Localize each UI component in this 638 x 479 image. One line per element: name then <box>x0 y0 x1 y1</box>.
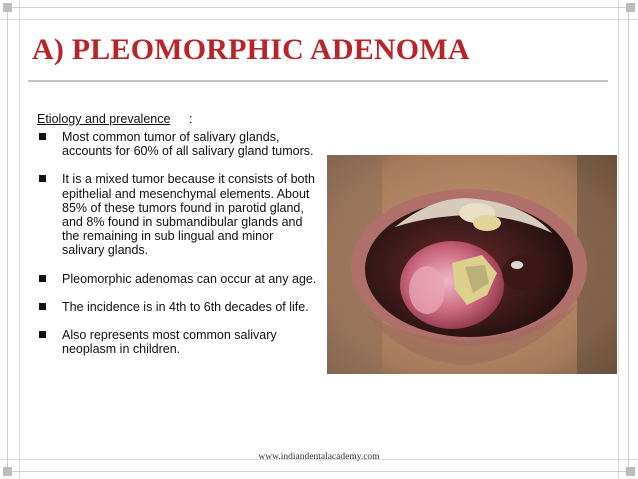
clinical-photo <box>327 155 617 374</box>
bullet-square-icon <box>39 133 46 140</box>
corner-square-icon <box>626 3 635 12</box>
bullet-square-icon <box>39 303 46 310</box>
bullet-text: The incidence is in 4th to 6th decades of life. <box>62 299 309 314</box>
frame-line-left <box>19 0 20 479</box>
bullet-text: Also represents most common salivary neoplasm in children. <box>62 328 277 357</box>
corner-square-icon <box>3 3 12 12</box>
mouth-tumor-image <box>327 155 617 374</box>
title-divider <box>28 80 608 82</box>
bullet-item <box>37 130 319 158</box>
bullet-item <box>37 272 319 286</box>
bullet-item <box>37 172 319 257</box>
bullet-text: It is a mixed tumor because it consists of both epithelial and mesenchymal elements. About 85% of these tumors found in parotid gland, and 8% found in submandibular glands and the remaining in sub lingual and minor salivary glands. <box>62 172 315 258</box>
bullet-square-icon <box>39 175 46 182</box>
bullet-text: Most common tumor of salivary glands, accounts for 60% of all salivary gland tumors. <box>62 130 314 159</box>
corner-square-icon <box>626 467 635 476</box>
frame-line-top <box>0 19 638 20</box>
bullet-square-icon <box>39 275 46 282</box>
subheading-colon: : <box>189 112 193 126</box>
bullet-square-icon <box>39 331 46 338</box>
bullet-text: Pleomorphic adenomas can occur at any age. <box>62 271 317 286</box>
frame-line-right <box>618 0 619 479</box>
slide-title: A) PLEOMORPHIC ADENOMA <box>32 33 470 66</box>
bullet-list <box>37 130 319 370</box>
section-subheading: Etiology and prevalence <box>37 112 171 126</box>
corner-square-icon <box>3 467 12 476</box>
footer-url: www.indiandentalacademy.com <box>258 452 380 462</box>
bullet-item <box>37 300 319 314</box>
bullet-item <box>37 328 319 356</box>
